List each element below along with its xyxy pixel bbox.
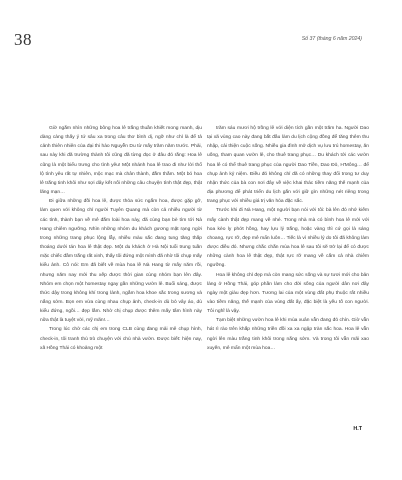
author-signature: H.T — [353, 426, 362, 432]
paragraph: Giờ ngắm nhìn những bông hoa lê trắng thuần khiết mong manh, dịu dàng càng thấy ý tứ sâu xa trong câu thơ bình dị, ngỡ như chỉ là để tả cảnh thiên nhiên của đại thi hào Nguyễn Du từ mấy trăm năm trước. Phải, sau này khi đã trường thành tôi cũng đã từng đọc ở đâu đó rằng: Hoa lê cũng là một biểu trưng cho tình yêu! Một nhánh hoa lê trao đi như lời thổ lộ tình yêu rất tự nhiên, mộc mạc mà chân thành, đằm thắm. Một bó hoa lê trắng tinh khôi như sợi dây kết nối những câu chuyện tình thật đẹp, thật lãng mạn… — [40, 126, 202, 196]
page-number: 38 — [14, 30, 32, 49]
article-column-left — [40, 124, 202, 353]
paragraph: Đi giữa những đồi hoa lê, được thỏa sức ngắm hoa, được gặp gỡ, làm quen với không chỉ người Tuyên Quang mà còn cả nhiều người từ các tỉnh, thành bạn về mê đắm loài hoa này, đã cùng bạn bè tìm tới Nà Hang chiêm ngưỡng. Nhìn những nhóm du khách gương mặt rạng ngời trong những trang phục lộng lẫy, nhiều màu sắc đang tung tăng thấp thoáng dưới tán hoa lê thật đẹp. Một du khách ở Hà Nội tuổi trung tuần mặc chiếc đầm trắng rất xinh, thấy tôi đứng một mình đã nhờ tôi chụp mấy kiểu ảnh. Cô nói: Em đã biết về mùa hoa lê Nà Hang từ mấy năm rồi, nhưng năm nay mới thu xếp được thời gian cùng nhóm bạn lên đây. Nhóm em chọn một homestay ngay gần những vườn lê. Buổi sáng, được thức dậy trong không khí trong lành, ngắm hoa khoe sắc trong sương và nắng sớm. Bọn em vừa cùng nhau chụp ảnh, check-in dù bỏ vây áo, dù kiểu đứng, ngồi… đẹp lắm. Nhờ chị chụp được thêm mấy tấm hình này nữa thật là tuyệt vời, mỹ mãn!… — [40, 199, 202, 324]
paragraph: Tạm biệt những vườn hoa lê khi mùa xuân vẫn đang đỏ chín. Giờ vẫn hát rì rào trên khắp những triền đồi xa xa ngập tràn sắc hoa. Hoa lê vẫn ngời lên màu trắng tinh khôi trong nắng sớm. Và trong tôi vẫn mãi xao xuyến, mê mẩn một mùa hoa… — [207, 318, 369, 351]
article-column-right — [207, 124, 369, 353]
paragraph: Hoa lê không chỉ đẹp mà còn mang sức sống và sự tươi mới cho bản làng ở Hồng Thái, góp phần làm cho đời sống của người dân nơi đây ngày một giàu đẹp hơn. Tương lai của một vùng đất phụ thuộc rất nhiều vào tiềm năng, thế mạnh của vùng đất ấy, đặc biệt là yếu tố con người. Tôi nghĩ là vậy. — [207, 272, 369, 315]
paragraph: Trước khi đi Nà Hang, một người bạn nói với tôi: bà lên đó nhớ kiếm mấy cành thật đẹp mang về nhé. Trong nhà mà có bình hoa lê mới với hoa kèo ly phớt hồng, hay lựu lý trắng, hoặc vàng thì cứ gọi là sáng choang, rực rỡ, đẹp mê mẩn luôn… Tiếc là vì nhiều lý do tôi đã không làm được điều đó. Nhưng chắc chắn mùa hoa lê sau tôi sẽ trở lại để có được những cành hoa lê thật đẹp, thật rực rỡ mang về cắm cả nhà chiêm ngưỡng. — [207, 208, 369, 269]
paragraph: trăm sáu mươi hộ trồng lê với diện tích gần một trăm ha. Người Dao tại xã vùng cao này đang bắt đầu làm du lịch cộng đồng để tăng thêm thu nhập, cải thiện cuộc sống. Nhiều gia đình mở dịch vụ lưu trú homestay, ăn uống, tham quan vườn lê, cho thuê trang phục… Du khách tới các vườn hoa lê có thể thuê trang phục của người Dao Tiền, Dao Đỏ, H'Mông… để chụp ảnh kỷ niệm. Điều đó không chỉ đã có những thay đổi trong tư duy nhận thức của bà con nơi đây về việc khai thác tiềm năng thế mạnh của địa phương để phát triển du lịch gắn với giữ gìn những nét riêng trong trang phục với nhiều giá trị văn hóa đặc sắc. — [207, 126, 369, 205]
issue-label: Số 37 (tháng 6 năm 2024) — [301, 36, 362, 42]
paragraph: Trong lúc chờ các chị em trong CLB cùng đang mải mê chụp hình, check-in, tôi tranh thủ trò chuyện với chủ nhà vườn. Được biết: hiện nay, xã Hồng Thái có khoảng một — [40, 327, 202, 351]
